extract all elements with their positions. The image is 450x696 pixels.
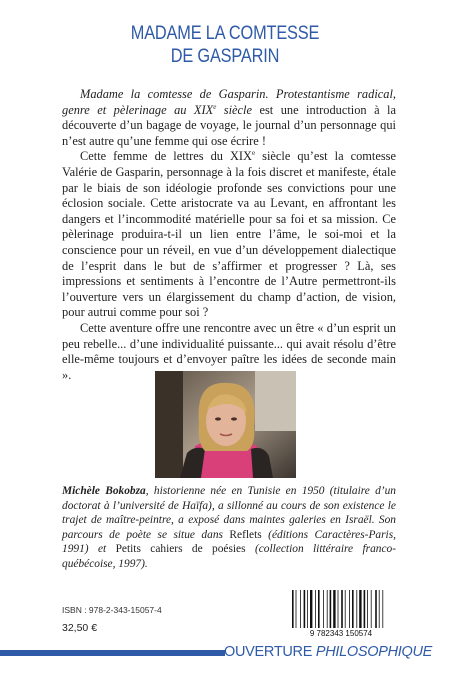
bio-work-2: Petits cahiers de poésies bbox=[115, 543, 246, 556]
barcode-bar bbox=[359, 590, 361, 628]
collection-part-1: OUVERTURE bbox=[224, 644, 316, 660]
collection-bar bbox=[0, 650, 225, 656]
bio-work-1: Reflets bbox=[229, 528, 262, 541]
p2-before: Cette femme de lettres du XIX bbox=[80, 149, 252, 164]
p1-italic: Madame la comtesse de Gasparin. Protestantisme radical, genre et pèlerinage au XIX bbox=[62, 87, 396, 117]
author-bio bbox=[62, 484, 396, 572]
barcode-number: 9 782343 150574 bbox=[309, 629, 373, 638]
price: 32,50 € bbox=[62, 622, 98, 634]
paragraph-3: Cette aventure offre une rencontre avec un être « d’un esprit un peu rebelle... d’une individualité puissante... qui avait résolu d’être elle-même toujours et d’envoyer paître les idées de seconde main ». bbox=[62, 320, 396, 382]
bio-text-2: (éditions Caractères-Paris, 1991) et bbox=[62, 528, 396, 556]
barcode-bar bbox=[341, 590, 343, 628]
barcode-bar bbox=[367, 590, 368, 628]
barcode-bar bbox=[310, 590, 312, 628]
p1-rest: est une introduction à la découverte d’un bagage de voyage, le journal d’un personnage qui n’est autre qu’une femme qui ose écrire ! bbox=[62, 102, 396, 148]
barcode-bar bbox=[318, 590, 320, 628]
title-line-1: MADAME LA COMTESSE bbox=[130, 23, 320, 44]
collection-part-2: PHILOSOPHIQUE bbox=[315, 644, 432, 660]
book-title bbox=[32, 22, 419, 68]
back-cover-text bbox=[62, 87, 396, 383]
barcode-bar bbox=[333, 590, 335, 628]
paragraph-1 bbox=[62, 87, 396, 149]
p1-sup: e bbox=[213, 102, 217, 111]
barcode-bar bbox=[327, 590, 328, 628]
barcode-bar bbox=[296, 590, 297, 628]
barcode-bar bbox=[382, 590, 383, 628]
p1-italic-tail: siècle bbox=[216, 102, 252, 117]
barcode-bar bbox=[352, 590, 354, 628]
barcode-bar bbox=[307, 590, 308, 628]
isbn: ISBN : 978-2-343-15057-4 bbox=[62, 605, 162, 615]
barcode-bar bbox=[323, 590, 324, 628]
barcode-bar bbox=[315, 590, 316, 628]
barcode-bar bbox=[338, 590, 339, 628]
barcode-bar bbox=[356, 590, 357, 628]
barcode-bar bbox=[300, 590, 301, 628]
barcode-bar bbox=[371, 590, 372, 628]
barcode-bar bbox=[375, 590, 377, 628]
bio-text-3: (collection littéraire franco-québécoise, 1997). bbox=[62, 543, 397, 570]
p2-after: siècle qu’est la comtesse Valérie de Gasparin, personnage à la fois discret et manifeste, étale par le biais de son idéologie profonde ses convictions pour une éclosion sociale. Cette aristocrate va au Levant, en affrontant les dangers et l’incommodité matérielle pour sa foi et sa mission. Ce pèlerinage produira-t-il un lien entre l’âme, le soi-moi et la conscience pour un réveil, en vue d’un développement dialectique de l’esprit dans le but de s’affirmer et progresser ? Là, ses impressions et sentiments à l’encontre de l’Autre permettront-ils l’ouverture vers un élargissement du champ d’action, de vision, pour autrui comme pour soi ? bbox=[62, 149, 396, 320]
paragraph-2 bbox=[62, 149, 396, 321]
collection-name bbox=[224, 644, 432, 660]
barcode-bar bbox=[345, 590, 346, 628]
barcode-bar bbox=[364, 590, 366, 628]
author-name: Michèle Bokobza bbox=[62, 485, 146, 497]
title-line-2: DE GASPARIN bbox=[170, 46, 280, 67]
barcode-icon bbox=[286, 588, 396, 638]
author-portrait-image bbox=[155, 371, 296, 478]
author-photo bbox=[155, 371, 296, 478]
barcode-bar bbox=[349, 590, 350, 628]
barcode-bar bbox=[330, 590, 332, 628]
bio-text-1: , historienne née en Tunisie en 1950 (titulaire d’un doctorat à l’université de Haïfa), a sillonné au cours de son existence le trajet de maître-peintre, a exposé dans maintes galeries en Israël. Son parcours de poète se situe dans bbox=[62, 485, 396, 541]
barcode-bar bbox=[379, 590, 380, 628]
p2-sup: e bbox=[252, 149, 256, 158]
barcode-bar bbox=[292, 590, 294, 628]
barcode-bar bbox=[304, 590, 306, 628]
